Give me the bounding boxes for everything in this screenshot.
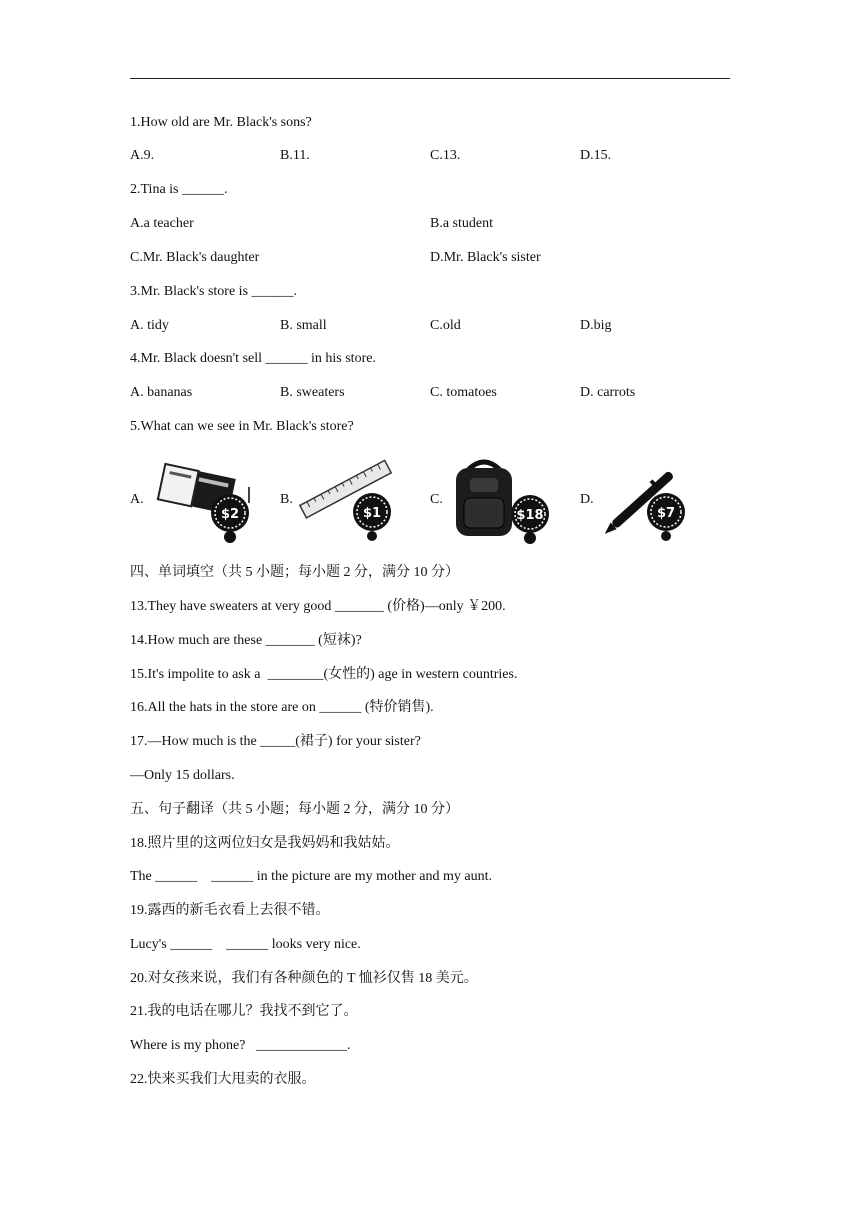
price-tag-b — [353, 493, 391, 541]
q5-option-b-letter: B. — [280, 492, 293, 507]
section-5-item-21-blank: Where is my phone? _____________. — [130, 1038, 351, 1053]
section-4-item-15: 15.It's impolite to ask a ________(女性的) age in western countries. — [130, 667, 518, 682]
question-2-stem: 2.Tina is ______. — [130, 182, 228, 197]
section-5-item-19: 19.露西的新毛衣看上去很不错。 — [130, 903, 330, 918]
section-4-item-16: 16.All the hats in the store are on ______ (特价销售). — [130, 700, 434, 715]
q3-option-c: C.old — [430, 318, 461, 333]
q1-option-b: B.11. — [280, 148, 310, 163]
q3-option-a: A. tidy — [130, 318, 169, 333]
section-5-item-22: 22.快来买我们大甩卖的衣服。 — [130, 1072, 316, 1087]
q1-option-d: D.15. — [580, 148, 612, 163]
section-5-heading: 五、句子翻译（共 5 小题；每小题 2 分，满分 10 分） — [130, 802, 459, 817]
q3-option-b: B. small — [280, 318, 327, 333]
section-4-item-17: 17.—How much is the _____(裙子) for your sister? — [130, 734, 421, 749]
section-4-item-17-answer: —Only 15 dollars. — [130, 768, 235, 783]
question-5-stem: 5.What can we see in Mr. Black's store? — [130, 419, 354, 434]
section-4-item-14: 14.How much are these _______ (短袜)? — [130, 633, 362, 648]
q3-option-d: D.big — [580, 318, 612, 333]
header-rule — [130, 78, 730, 79]
section-5-item-20: 20.对女孩来说，我们有各种颜色的 T 恤衫仅售 18 美元。 — [130, 971, 478, 986]
q5-option-a-letter: A. — [130, 492, 144, 507]
section-5-item-19-blank: Lucy's ______ ______ looks very nice. — [130, 937, 361, 952]
q5-option-d-letter: D. — [580, 492, 594, 507]
q1-option-a: A.9. — [130, 148, 155, 163]
ruler-icon — [296, 450, 396, 542]
q5-option-c-letter: C. — [430, 492, 443, 507]
q1-option-c: C.13. — [430, 148, 461, 163]
eraser-icon — [146, 455, 254, 545]
price-tag-d — [647, 493, 685, 541]
pen-icon — [598, 450, 694, 544]
price-tag-c — [511, 495, 549, 544]
price-c: $18 — [516, 508, 544, 523]
q4-option-c: C. tomatoes — [430, 385, 497, 400]
q4-option-b: B. sweaters — [280, 385, 345, 400]
q2-option-a: A.a teacher — [130, 216, 194, 231]
section-4-item-13: 13.They have sweaters at very good _______ (价格)—only ￥200. — [130, 599, 506, 614]
section-5-item-21: 21.我的电话在哪儿？我找不到它了。 — [130, 1004, 358, 1019]
price-b: $1 — [362, 506, 382, 521]
q4-option-d: D. carrots — [580, 385, 636, 400]
section-5-item-18-blank: The ______ ______ in the picture are my mother and my aunt. — [130, 869, 492, 884]
q4-option-a: A. bananas — [130, 385, 193, 400]
price-a: $2 — [220, 507, 240, 522]
section-4-heading: 四、单词填空（共 5 小题；每小题 2 分，满分 10 分） — [130, 565, 459, 580]
section-5-item-18: 18.照片里的这两位妇女是我妈妈和我姑姑。 — [130, 836, 400, 851]
price-tag-a — [211, 494, 249, 543]
q2-option-d: D.Mr. Black's sister — [430, 250, 541, 265]
q2-option-b: B.a student — [430, 216, 493, 231]
question-3-stem: 3.Mr. Black's store is ______. — [130, 284, 298, 299]
question-4-stem: 4.Mr. Black doesn't sell ______ in his store. — [130, 351, 376, 366]
price-d: $7 — [656, 506, 676, 521]
backpack-icon — [446, 450, 550, 546]
question-1-stem: 1.How old are Mr. Black's sons? — [130, 115, 312, 130]
q2-option-c: C.Mr. Black's daughter — [130, 250, 260, 265]
